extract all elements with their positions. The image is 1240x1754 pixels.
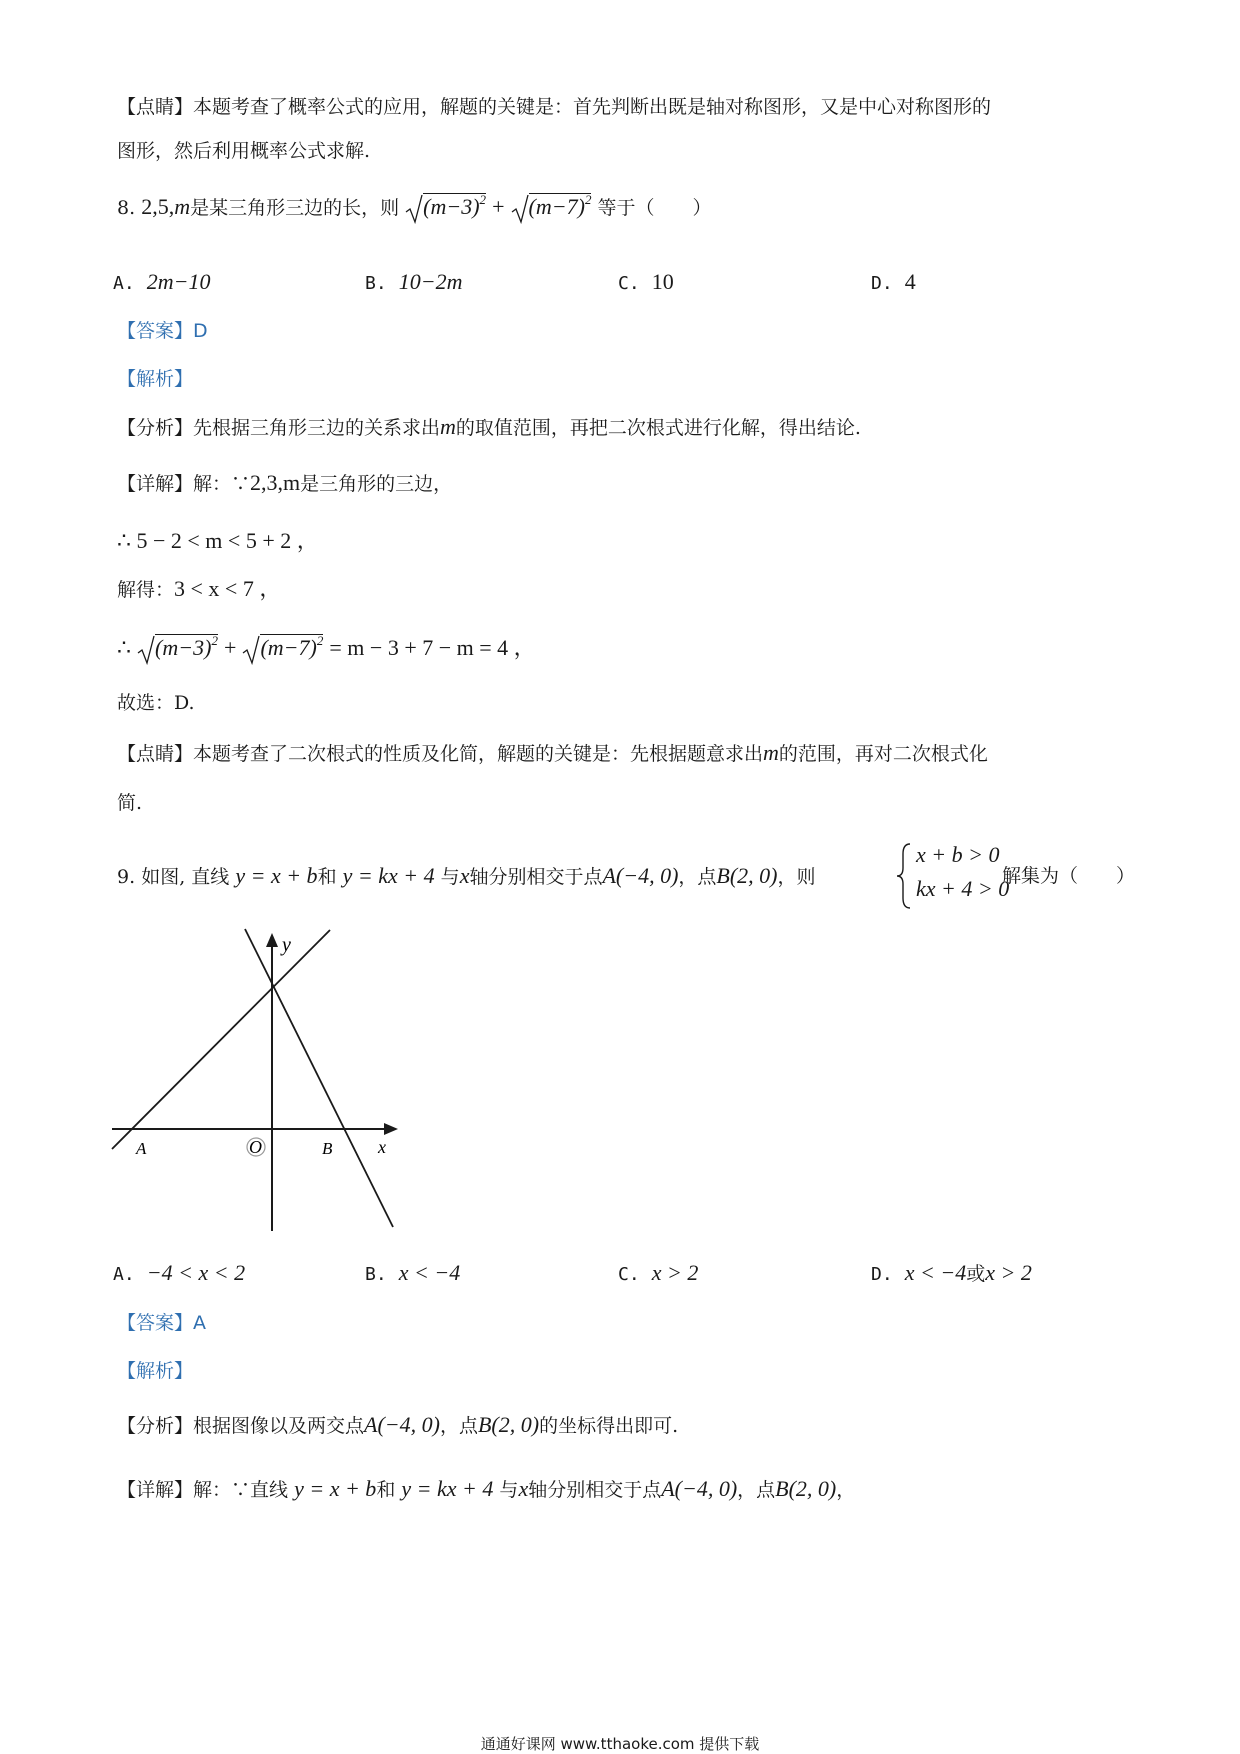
q9-stem-tail: 解集为（ ） xyxy=(1002,865,1136,887)
origin-label: O xyxy=(249,1137,262,1157)
q9-answer: 【答案】A xyxy=(117,1312,207,1334)
dianjing-line-2 xyxy=(117,138,370,164)
point-a-label: A xyxy=(136,1139,147,1158)
q8-step-1: ∴ 5 − 2 < m < 5 + 2 ， xyxy=(117,528,319,553)
radical-sign-icon xyxy=(511,194,529,224)
q8-choose: 故选：D. xyxy=(117,692,195,714)
q8-step-2: 解得：3 < x < 7 ， xyxy=(117,576,282,601)
page-footer: 通通好课网 www.tthaoke.com 提供下载 xyxy=(480,1735,760,1753)
system-eq-1: x + b > 0 xyxy=(916,842,1000,867)
line-y-x-plus-b xyxy=(112,930,330,1149)
q8-answer xyxy=(117,318,208,344)
function-graph xyxy=(108,925,408,1245)
radical-sign-icon xyxy=(405,194,423,224)
q9-option-b: B. x < −4 xyxy=(365,1260,461,1285)
y-axis-label: y xyxy=(282,934,291,956)
q8-option-b: B. 10−2m xyxy=(365,269,463,294)
question-8-stem xyxy=(117,187,712,224)
math-text: 2,5,m xyxy=(141,194,191,219)
stem-text: 等于（ ） xyxy=(597,197,712,219)
line-y-kx-plus-4 xyxy=(245,929,393,1227)
left-brace-icon xyxy=(896,842,912,910)
plus-sign: + xyxy=(492,194,505,219)
stem-text: 是某三角形三边的长，则 xyxy=(190,197,400,219)
q8-option-c: C. 10 xyxy=(618,269,674,294)
dianjing-text: 本题考查了概率公式的应用，解题的关键是：首先判断出既是轴对称图形，又是中心对称图形的 xyxy=(193,96,992,118)
question-9-stem: 9. 如图, 直线 y = x + b和 y = kx + 4 与x轴分别相交于点A(−4, 0)，点B(2, 0)，则 xyxy=(117,863,816,888)
q9-option-a: A. −4 < x < 2 xyxy=(113,1260,246,1285)
radical-sign-icon xyxy=(137,635,155,665)
q8-xiangjie: 【详解】解：∵2,3,m是三角形的三边， xyxy=(117,470,453,495)
q9-fenxi: 【分析】根据图像以及两交点A(−4, 0)，点B(2, 0)的坐标得出即可. xyxy=(117,1412,679,1437)
q8-option-d: D. 4 xyxy=(871,269,916,294)
q8-dianjing-2: 简. xyxy=(117,792,143,814)
dianjing-tag: 【点睛】 xyxy=(117,96,194,118)
answer-tag: 【答案】 xyxy=(117,320,194,342)
system-eq-2: kx + 4 > 0 xyxy=(916,876,1010,901)
point-b-label: B xyxy=(322,1139,333,1158)
q8-step-3: ∴ $(m-3)^2 + (m-7)^2 = m - 3 + 7 - m = 4$ ， xyxy=(117,628,536,665)
q9-jiexi-tag: 【解析】 xyxy=(117,1360,194,1382)
answer-value: D xyxy=(193,320,208,342)
q9-xiangjie: 【详解】解：∵直线 y = x + b和 y = kx + 4 与x轴分别相交于点A(−4, 0)，点B(2, 0)， xyxy=(117,1476,856,1501)
q8-fenxi: 【分析】先根据三角形三边的关系求出m的取值范围，再把二次根式进行化解，得出结论. xyxy=(117,414,861,439)
sqrt-expression: $(m-7)^2$ xyxy=(242,628,323,665)
q8-dianjing-1: 【点睛】本题考查了二次根式的性质及化简，解题的关键是：先根据题意求出m的范围，再对二次根式化 xyxy=(117,740,988,765)
q9-option-d: D. x < −4或x > 2 xyxy=(871,1260,1032,1285)
x-axis-arrow-icon xyxy=(384,1123,398,1135)
dianjing-line-1 xyxy=(117,94,991,120)
radical-sign-icon xyxy=(242,635,260,665)
q9-option-c: C. x > 2 xyxy=(618,1260,699,1285)
sqrt-expression: $(m-3)^2$ xyxy=(405,187,486,224)
q8-jiexi-tag: 【解析】 xyxy=(117,368,194,390)
q8-option-a: A. 2m−10 xyxy=(113,269,211,294)
sqrt-expression: $(m-3)^2$ xyxy=(137,628,218,665)
y-axis-arrow-icon xyxy=(266,933,278,947)
x-axis-label: x xyxy=(378,1137,386,1157)
question-number: 8. xyxy=(117,197,136,219)
sqrt-expression: $(m-7)^2$ xyxy=(511,187,592,224)
dianjing-text: 图形，然后利用概率公式求解. xyxy=(117,140,371,162)
